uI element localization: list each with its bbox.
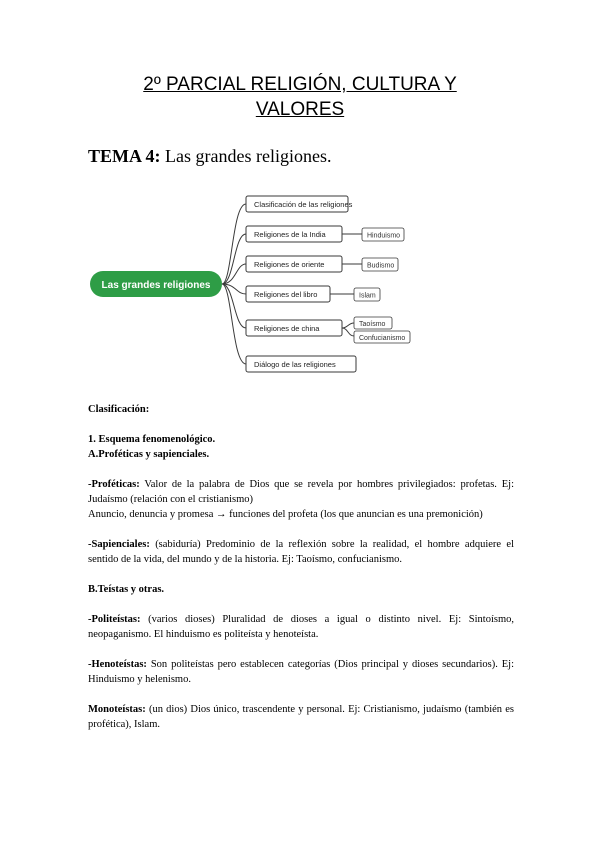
- mindmap-diagram: [0, 180, 600, 390]
- document-body: [88, 402, 514, 732]
- topic-heading: [88, 146, 331, 167]
- henoteistas-paragraph: [88, 657, 514, 687]
- title-line-1: 2º PARCIAL RELIGIÓN, CULTURA Y: [143, 74, 457, 95]
- sapienciales-text: (sabiduría) Predominio de la reflexión sobre la realidad, el hombre adquiere el sentido de la vida, del mundo y de la historia. Ej: Taoísmo, confucianismo.: [88, 539, 514, 565]
- topic-label: TEMA 4:: [88, 146, 161, 166]
- monoteistas-paragraph: [88, 702, 514, 732]
- politeistas-paragraph: [88, 612, 514, 642]
- branch-oriente-label: Religiones de oriente: [254, 260, 325, 269]
- section-b-heading: B.Teístas y otras.: [88, 584, 165, 595]
- leaf-budismo-label: Budismo: [367, 262, 395, 270]
- section-a-heading: A.Proféticas y sapienciales.: [88, 449, 210, 460]
- branch-dialogo-label: Diálogo de las religiones: [254, 360, 336, 369]
- leaf-hinduismo-label: Hinduismo: [367, 232, 401, 240]
- title-line-2: VALORES: [255, 99, 345, 120]
- mindmap-root-label: Las grandes religiones: [101, 280, 211, 291]
- profeticas-label: -Proféticas:: [88, 479, 140, 490]
- henoteistas-text: Son politeístas pero establecen categorías (Dios principal y dioses secundarios). Ej: Hinduismo y helenismo.: [88, 659, 514, 685]
- profeticas-paragraph: [88, 477, 514, 507]
- topic-text: Las grandes religiones.: [165, 146, 332, 166]
- sapienciales-paragraph: [88, 537, 514, 567]
- leaf-confucianismo-label: Confucianismo: [359, 335, 406, 342]
- sapienciales-label: -Sapienciales:: [88, 539, 150, 550]
- profeticas-text: Valor de la palabra de Dios que se revela por hombres privilegiados: profetas. Ej: Judaísmo (relación con el cristianismo): [88, 479, 514, 505]
- leaf-islam-label: Islam: [359, 292, 376, 300]
- politeistas-label: -Politeístas:: [88, 614, 141, 625]
- branch-clasificacion-label: Clasificación de las religiones: [254, 200, 353, 209]
- esquema-heading: 1. Esquema fenomenológico.: [88, 434, 216, 445]
- leaf-taoismo-label: Taoísmo: [359, 321, 386, 328]
- monoteistas-text: (un dios) Dios único, trascendente y personal. Ej: Cristianismo, judaísmo (también es profética), Islam.: [88, 704, 514, 730]
- profeticas-line2: Anuncio, denuncia y promesa → funciones del profeta (los que anuncian es una premonición): [88, 509, 483, 520]
- branch-india-label: Religiones de la India: [254, 230, 326, 239]
- monoteistas-label: Monoteístas:: [88, 704, 146, 715]
- politeistas-text: (varios dioses) Pluralidad de dioses a igual o distinto nivel. Ej: Sintoísmo, neopaganismo. El hinduismo es politeísta y henoteísta.: [88, 614, 514, 640]
- branch-china-label: Religiones de china: [254, 324, 320, 333]
- branch-libro-label: Religiones del libro: [254, 290, 318, 299]
- henoteistas-label: -Henoteístas:: [88, 659, 147, 670]
- clasificacion-heading: Clasificación:: [88, 404, 150, 415]
- document-title: [0, 72, 600, 122]
